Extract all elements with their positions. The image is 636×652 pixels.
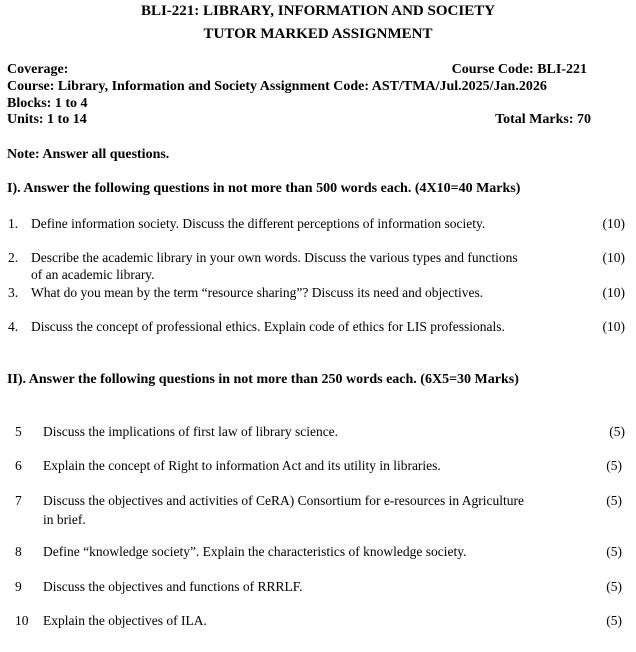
document-subtitle: TUTOR MARKED ASSIGNMENT xyxy=(203,26,433,42)
question-text: Explain the concept of Right to information Act and its utility in libraries. xyxy=(43,458,441,473)
question-number: 5 xyxy=(15,424,22,439)
section-1-heading: I). Answer the following questions in not more than 500 words each. (4X10=40 Marks) xyxy=(7,181,521,196)
question-number: 3. xyxy=(8,285,19,300)
document-title: BLI-221: LIBRARY, INFORMATION AND SOCIETY xyxy=(140,3,496,19)
question-text: Discuss the objectives and activities of CeRA) Consortium for e-resources in Agriculture xyxy=(43,493,525,508)
question-text: Explain the objectives of ILA. xyxy=(43,613,207,628)
question-text: Describe the academic library in your own words. Discuss the various types and functions xyxy=(31,250,518,265)
question-text: Define information society. Discuss the different perceptions of information society. xyxy=(31,216,486,231)
question-number: 7 xyxy=(15,493,22,508)
question-number: 4. xyxy=(8,319,19,334)
course-line: Course: Library, Information and Society Assignment Code: AST/TMA/Jul.2025/Jan.2026 xyxy=(7,79,547,94)
question-number: 9 xyxy=(15,579,22,594)
question-text-continued: of an academic library. xyxy=(31,267,155,282)
question-marks: (10) xyxy=(602,319,625,334)
question-number: 2. xyxy=(8,250,19,265)
question-marks: (10) xyxy=(602,285,625,300)
question-marks: (5) xyxy=(606,613,622,628)
question-marks: (5) xyxy=(606,458,622,473)
question-number: 10 xyxy=(15,613,29,628)
question-number: 6 xyxy=(15,458,22,473)
course-code: Course Code: BLI-221 xyxy=(451,62,587,77)
question-text: What do you mean by the term “resource sharing”? Discuss its need and objectives. xyxy=(31,285,484,300)
question-text-continued: in brief. xyxy=(43,512,86,527)
question-marks: (10) xyxy=(602,216,625,231)
question-marks: (5) xyxy=(606,579,622,594)
question-marks: (5) xyxy=(609,424,625,439)
question-marks: (10) xyxy=(602,250,625,265)
question-text: Define “knowledge society”. Explain the characteristics of knowledge society. xyxy=(43,544,467,559)
section-2-heading: II). Answer the following questions in not more than 250 words each. (6X5=30 Marks) xyxy=(7,372,519,387)
question-text: Discuss the concept of professional ethics. Explain code of ethics for LIS professionals. xyxy=(31,319,505,334)
question-text: Discuss the implications of first law of library science. xyxy=(43,424,339,439)
blocks-info: Blocks: 1 to 4 xyxy=(7,96,88,111)
question-marks: (5) xyxy=(606,544,622,559)
question-text: Discuss the objectives and functions of RRRLF. xyxy=(43,579,303,594)
units-info: Units: 1 to 14 xyxy=(7,112,87,127)
coverage-label: Coverage: xyxy=(7,62,69,77)
instructions-note: Note: Answer all questions. xyxy=(7,147,170,162)
question-number: 1. xyxy=(8,216,19,231)
question-marks: (5) xyxy=(606,493,622,508)
question-number: 8 xyxy=(15,544,22,559)
total-marks: Total Marks: 70 xyxy=(495,112,591,127)
